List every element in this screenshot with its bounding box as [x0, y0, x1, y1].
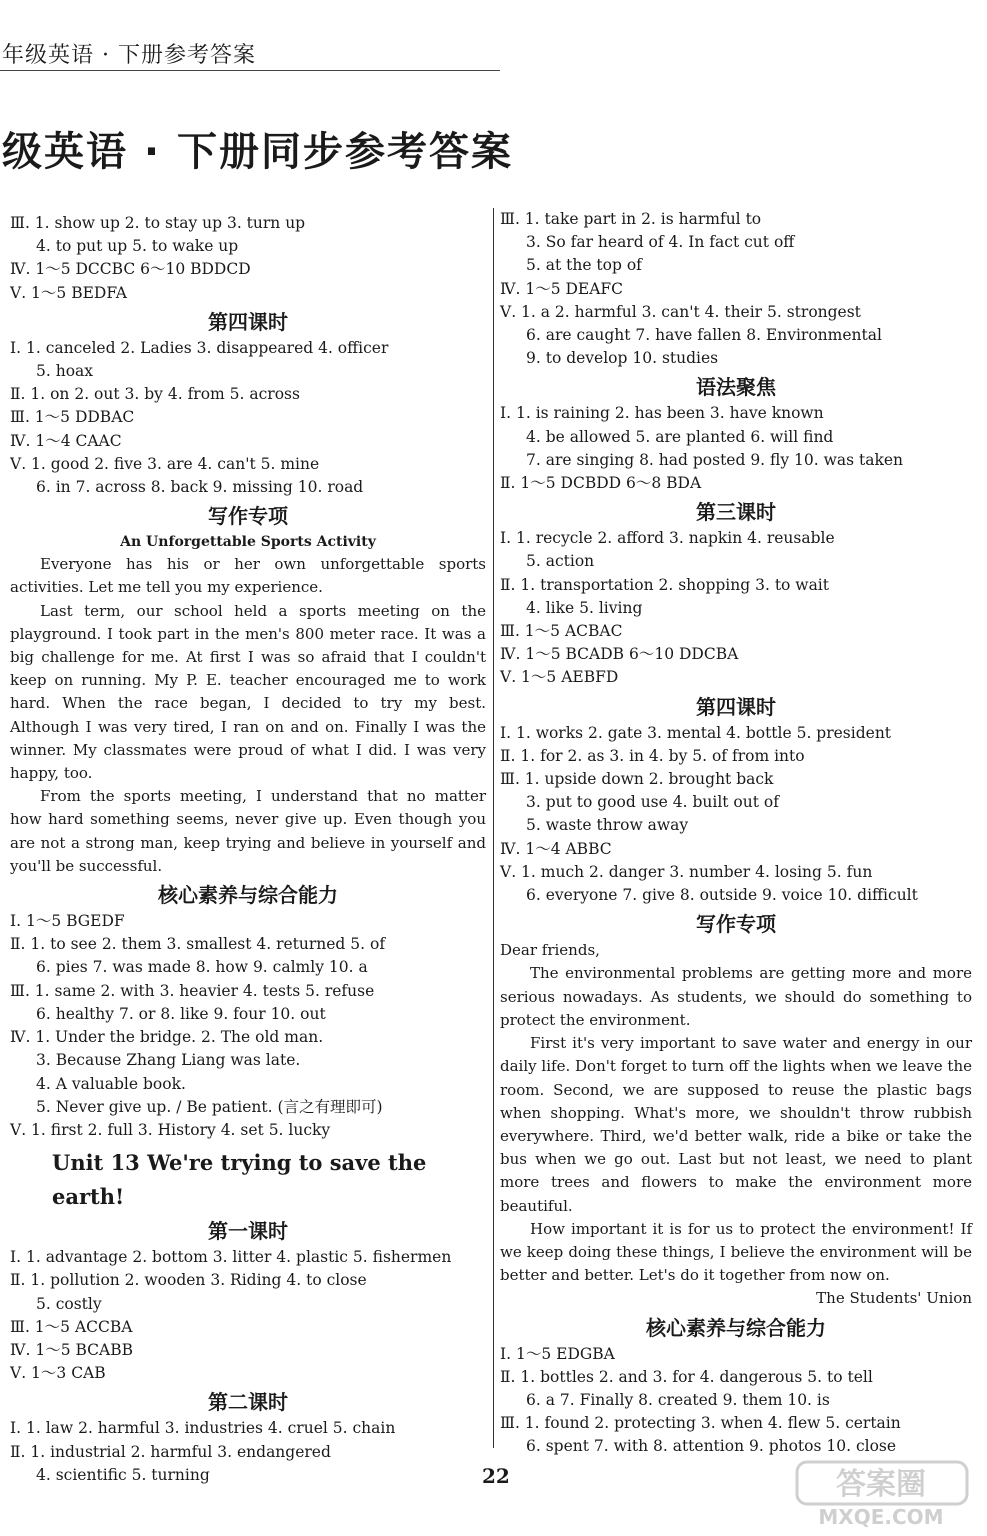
- answer-line: 6. healthy 7. or 8. like 9. four 10. out: [36, 1004, 326, 1023]
- answer-line: 6. everyone 7. give 8. outside 9. voice 10. difficult: [526, 886, 918, 905]
- answer-line: Ⅰ. 1～5 BGEDF: [10, 912, 125, 931]
- answer-line: Ⅱ. 1. on 2. out 3. by 4. from 5. across: [10, 385, 300, 404]
- answer-line: Ⅴ. 1～5 BEDFA: [10, 283, 127, 302]
- answer-line: 7. are singing 8. had posted 9. fly 10. was taken: [526, 450, 904, 469]
- answer-line: Ⅳ. 1～4 ABBC: [500, 839, 612, 858]
- answer-line: Ⅴ. 1. a 2. harmful 3. can't 4. their 5. strongest: [500, 302, 861, 321]
- answer-line: Ⅴ. 1～5 AEBFD: [500, 668, 619, 687]
- answer-line: Ⅱ. 1. bottles 2. and 3. for 4. dangerous 5. to tell: [500, 1367, 873, 1386]
- essay-title: An Unforgettable Sports Activity: [120, 534, 376, 551]
- answer-line: 5. action: [526, 552, 595, 571]
- answer-line: 5. costly: [36, 1294, 102, 1313]
- answer-line: Ⅳ. 1～5 BCADB 6～10 DDCBA: [500, 645, 739, 664]
- answer-line: 4. scientific 5. turning: [36, 1465, 210, 1484]
- essay-signature: The Students' Union: [816, 1289, 972, 1308]
- answer-line: Ⅲ. 1. same 2. with 3. heavier 4. tests 5. refuse: [10, 981, 375, 1000]
- answer-line: 4. like 5. living: [526, 598, 643, 617]
- answer-line: 5. Never give up. / Be patient. (言之有理即可): [36, 1097, 383, 1116]
- running-header: 年级英语 · 下册参考答案: [2, 43, 256, 68]
- essay-paragraph: The environmental problems are getting more and more serious nowadays. As students, we should do something to protect the environment.: [500, 964, 972, 1029]
- answer-line: Ⅳ. 1. Under the bridge. 2. The old man.: [10, 1028, 324, 1047]
- watermark-graphic: [795, 1458, 975, 1530]
- page-number: 22: [482, 1464, 510, 1488]
- section-heading: 第四课时: [696, 694, 776, 719]
- answer-line: 6. spent 7. with 8. attention 9. photos 10. close: [526, 1437, 897, 1456]
- section-heading: 写作专项: [208, 504, 288, 529]
- unit-heading: Unit 13 We're trying to save the earth!: [52, 1150, 427, 1210]
- answer-line: Ⅰ. 1～5 EDGBA: [500, 1344, 615, 1363]
- answer-line: Ⅳ. 1～5 DCCBC 6～10 BDDCD: [10, 260, 251, 279]
- section-heading: 语法聚焦: [696, 375, 776, 400]
- answer-line: Ⅱ. 1. industrial 2. harmful 3. endangered: [10, 1442, 331, 1461]
- answer-line: 6. a 7. Finally 8. created 9. them 10. is: [526, 1390, 830, 1409]
- essay-paragraph: Dear friends,: [500, 941, 600, 960]
- answer-line: Ⅳ. 1～5 DEAFC: [500, 279, 624, 298]
- page-title: 级英语 · 下册同步参考答案: [2, 129, 514, 175]
- answer-line: 5. waste throw away: [526, 816, 689, 835]
- header-rule: [0, 70, 500, 71]
- section-heading: 第一课时: [208, 1219, 288, 1244]
- answer-line: Ⅴ. 1. first 2. full 3. History 4. set 5. lucky: [10, 1120, 331, 1139]
- answer-line: Ⅱ. 1～5 DCBDD 6～8 BDA: [500, 474, 702, 493]
- answer-line: 4. A valuable book.: [36, 1074, 186, 1093]
- section-heading: 第二课时: [208, 1390, 288, 1415]
- answer-line: 5. hoax: [36, 362, 94, 381]
- answer-line: Ⅰ. 1. advantage 2. bottom 3. litter 4. plastic 5. fishermen: [10, 1248, 452, 1267]
- answer-line: Ⅰ. 1. works 2. gate 3. mental 4. bottle 5. president: [500, 723, 892, 742]
- answer-line: 3. put to good use 4. built out of: [526, 793, 779, 812]
- essay-paragraph: Everyone has his or her own unforgettable sports activities. Let me tell you my experience.: [10, 555, 486, 597]
- answer-line: 4. to put up 5. to wake up: [36, 237, 239, 256]
- answer-line: Ⅴ. 1. good 2. five 3. are 4. can't 5. mine: [10, 454, 320, 473]
- answer-line: Ⅰ. 1. canceled 2. Ladies 3. disappeared 4. officer: [10, 338, 389, 357]
- essay-paragraph: First it's very important to save water and energy in our daily life. Don't forget to turn off the lights when we leave the room. Second, we are supposed to reuse the plastic bags when shopping. What's more, we shouldn't throw rubbish everywhere. Third, we'd better walk, ride a bike or take the bus when we go out. Last but not least, we need to plant more trees and flowers to make the environment more beautiful.: [500, 1034, 972, 1215]
- essay-paragraph: How important it is for us to protect the environment! If we keep doing these things, I believe the environment will be better and better. Let's do it together from now on.: [500, 1219, 972, 1285]
- left-column: [10, 212, 486, 1487]
- answer-line: 3. So far heard of 4. In fact cut off: [526, 233, 795, 252]
- answer-line: Ⅲ. 1. take part in 2. is harmful to: [500, 210, 762, 228]
- answer-line: 6. pies 7. was made 8. how 9. calmly 10. a: [36, 958, 368, 977]
- watermark-logo: [795, 1458, 975, 1530]
- answer-line: Ⅰ. 1. is raining 2. has been 3. have known: [500, 404, 824, 423]
- answer-line: 5. at the top of: [526, 256, 642, 275]
- answer-line: Ⅳ. 1～5 BCABB: [10, 1340, 134, 1359]
- answer-line: Ⅲ. 1～5 ACBAC: [500, 622, 623, 641]
- answer-line: Ⅲ. 1～5 DDBAC: [10, 408, 135, 427]
- section-heading: 核心素养与综合能力: [158, 883, 338, 908]
- answer-line: 6. in 7. across 8. back 9. missing 10. road: [36, 478, 364, 497]
- section-heading: 第四课时: [208, 309, 288, 334]
- section-heading: 核心素养与综合能力: [646, 1315, 826, 1340]
- answer-line: Ⅴ. 1～3 CAB: [10, 1364, 106, 1383]
- answer-line: Ⅰ. 1. recycle 2. afford 3. napkin 4. reusable: [500, 529, 835, 548]
- answer-line: Ⅴ. 1. much 2. danger 3. number 4. losing 5. fun: [500, 862, 873, 881]
- answer-line: Ⅱ. 1. to see 2. them 3. smallest 4. returned 5. of: [10, 935, 386, 954]
- answer-line: Ⅲ. 1. found 2. protecting 3. when 4. flew 5. certain: [500, 1414, 901, 1433]
- section-heading: 第三课时: [696, 500, 776, 525]
- answer-line: Ⅱ. 1. transportation 2. shopping 3. to wait: [500, 575, 829, 594]
- essay-paragraph: From the sports meeting, I understand that no matter how hard something seems, never give up. Even though you are not a strong man, keep trying and believe in yourself and you'll be successful.: [10, 787, 486, 875]
- answer-line: Ⅲ. 1. upside down 2. brought back: [500, 770, 774, 789]
- answer-line: 3. Because Zhang Liang was late.: [36, 1051, 301, 1070]
- answer-line: 9. to develop 10. studies: [526, 349, 719, 368]
- answer-line: Ⅰ. 1. law 2. harmful 3. industries 4. cruel 5. chain: [10, 1419, 396, 1438]
- answer-line: 4. be allowed 5. are planted 6. will find: [526, 427, 834, 446]
- answer-line: Ⅱ. 1. pollution 2. wooden 3. Riding 4. to close: [10, 1271, 367, 1290]
- answer-line: Ⅲ. 1. show up 2. to stay up 3. turn up: [10, 214, 306, 232]
- watermark-text: 答案圈: [836, 1467, 926, 1502]
- answer-line: 6. are caught 7. have fallen 8. Environmental: [526, 326, 882, 345]
- answer-line: Ⅱ. 1. for 2. as 3. in 4. by 5. of from into: [500, 746, 805, 765]
- answer-line: Ⅳ. 1～4 CAAC: [10, 431, 122, 450]
- column-divider: [493, 208, 494, 1448]
- watermark-url: MXQE.COM: [818, 1505, 944, 1529]
- right-column: [500, 208, 972, 1459]
- section-heading: 写作专项: [696, 912, 776, 937]
- essay-paragraph: Last term, our school held a sports meeting on the playground. I took part in the men's 800 meter race. It was a big challenge for me. At first I was so afraid that I couldn't keep on running. My P. E. teacher encouraged me to work hard. When the race began, I decided to try my best. Although I was very tired, I ran on and on. Finally I was the winner. My classmates were proud of what I did. I was very happy, too.: [10, 601, 486, 783]
- answer-line: Ⅲ. 1～5 ACCBA: [10, 1317, 133, 1336]
